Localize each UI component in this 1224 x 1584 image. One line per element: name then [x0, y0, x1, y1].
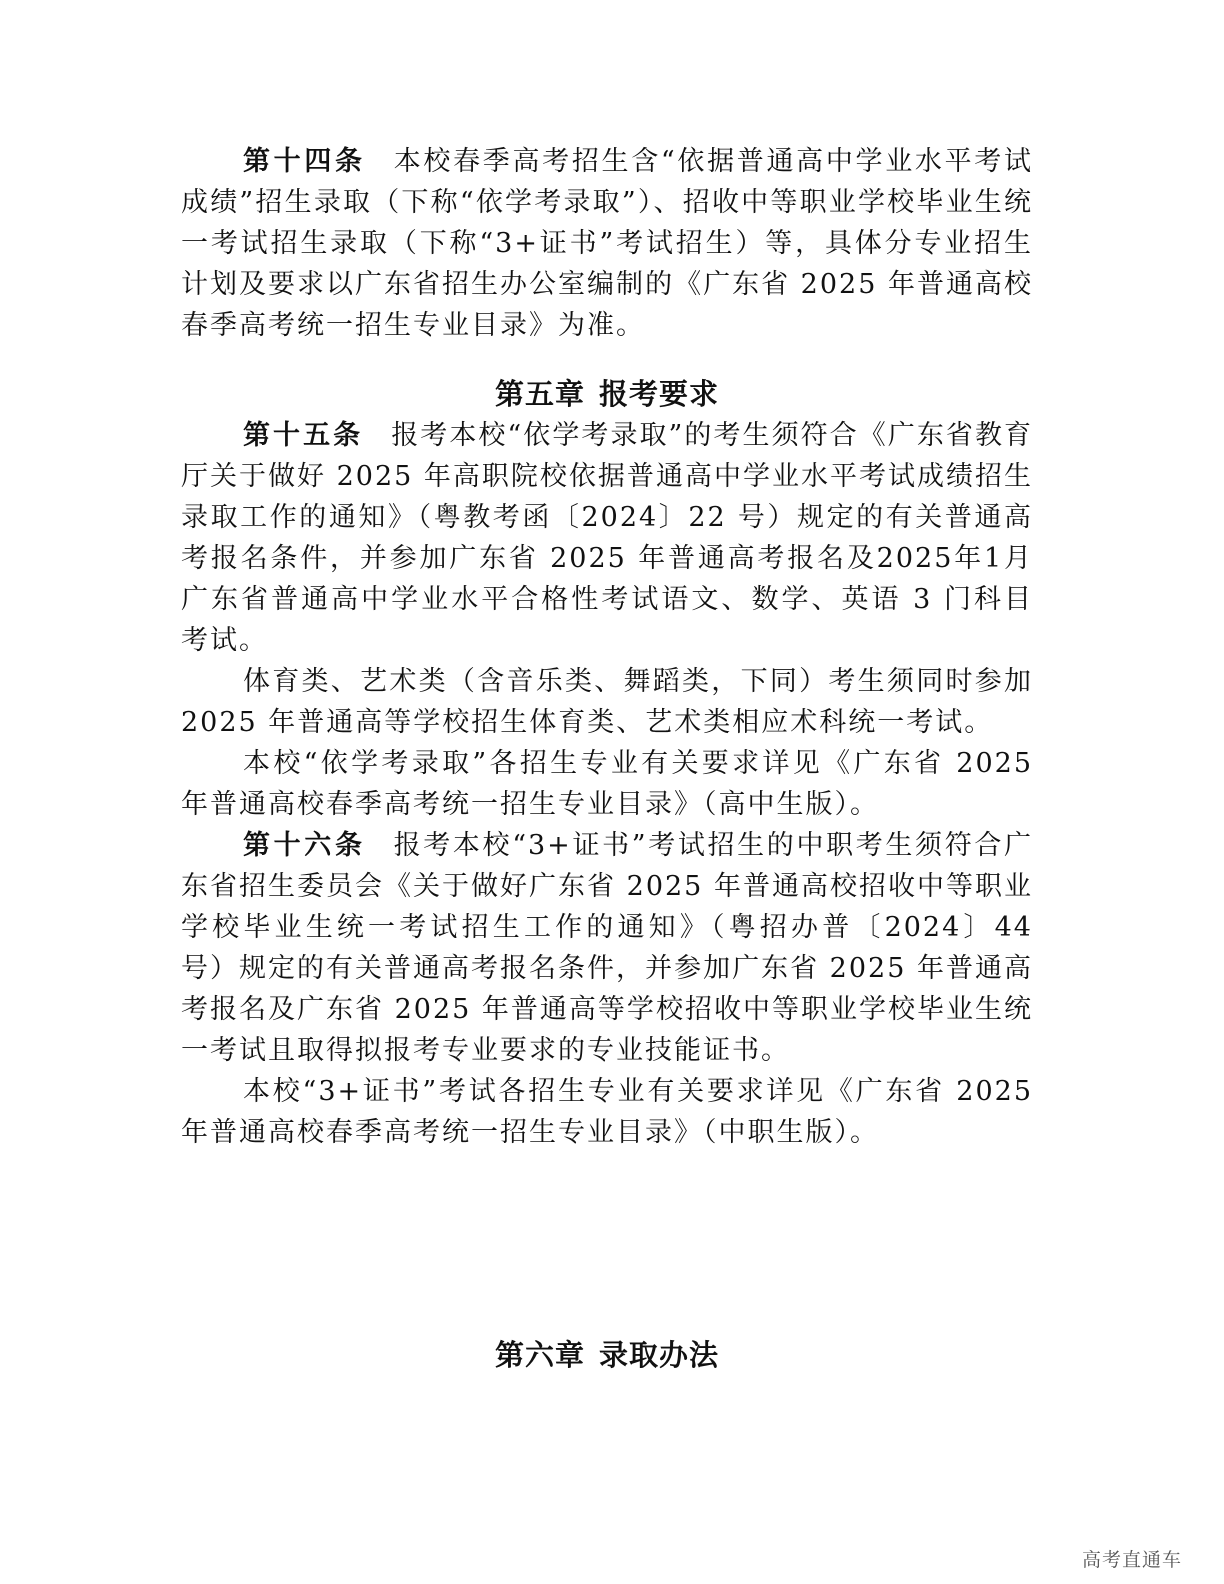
chapter-6-number: 第六章 — [494, 1338, 585, 1372]
article-15-number: 第十五条 — [243, 420, 364, 451]
chapter-5-heading — [181, 374, 1033, 415]
article-16-paragraph — [181, 825, 1033, 1071]
article-15-paragraph-3: 本校“依学考录取”各招生专业有关要求详见《广东省 2025 年普通高校春季高考统一招生专业目录》（高中生版）。 — [181, 748, 1033, 820]
chapter-6-heading — [181, 1335, 1033, 1376]
article-15-paragraph — [181, 415, 1033, 661]
chapter-5-title: 报考要求 — [599, 377, 720, 411]
chapter-6-title: 录取办法 — [599, 1338, 720, 1372]
article-14-paragraph — [181, 141, 1033, 346]
article-16-paragraph-2: 本校“3+证书”考试各招生专业有关要求详见《广东省 2025 年普通高校春季高考统一招生专业目录》（中职生版）。 — [181, 1076, 1033, 1148]
article-14-number: 第十四条 — [243, 146, 366, 177]
watermark: 高考直通车 — [1081, 1549, 1182, 1571]
article-16-number: 第十六条 — [243, 830, 366, 861]
document-body — [181, 141, 1033, 1153]
article-15-paragraph-2: 体育类、艺术类（含音乐类、舞蹈类，下同）考生须同时参加 2025 年普通高等学校招生体育类、艺术类相应术科统一考试。 — [181, 666, 1033, 738]
article-14-text: 本校春季高考招生含“依据普通高中学业水平考试成绩”招生录取（下称“依学考录取”）、招收中等职业学校毕业生统一考试招生录取（下称“3+证书”考试招生）等，具体分专业招生计划及要求以广东省招生办公室编制的《广东省 2025 年普通高校春季高考统一招生专业目录》为准。 — [181, 146, 1033, 341]
article-15-text: 报考本校“依学考录取”的考生须符合《广东省教育厅关于做好 2025 年高职院校依据普通高中学业水平考试成绩招生录取工作的通知》（粤教考函〔2024〕22 号）规定的有关普通高考报名条件，并参加广东省 2025 年普通高考报名及2025年1月广东省普通高中学业水平合格性考试语文、数学、英语 3 门科目考试。 — [181, 420, 1034, 656]
chapter-5-number: 第五章 — [494, 377, 585, 411]
article-16-text: 报考本校“3+证书”考试招生的中职考生须符合广东省招生委员会《关于做好广东省 2025 年普通高校招收中等职业学校毕业生统一考试招生工作的通知》（粤招办普〔2024〕44 号）规定的有关普通高考报名条件，并参加广东省 2025 年普通高考报名及广东省 2025 年普通高等学校招收中等职业学校毕业生统一考试且取得拟报考专业要求的专业技能证书。 — [181, 830, 1033, 1066]
